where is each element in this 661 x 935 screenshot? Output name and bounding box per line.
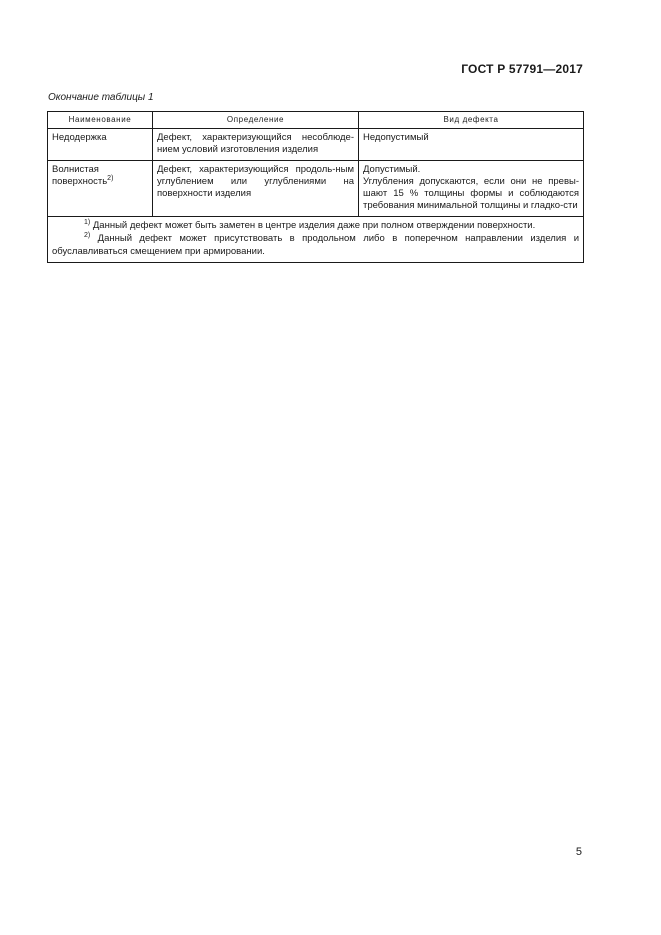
footnote-mark: 1) <box>84 219 91 226</box>
row-defect-detail: Углубления допускаются, если они не превы-шают 15 % толщины формы и соблюдаются требования минимальной толщины и гладко-сти <box>363 176 579 211</box>
row-definition: Дефект, характеризующийся несоблюде-нием условий изготовления изделия <box>153 129 359 161</box>
row-defect-type-cell <box>359 129 584 161</box>
row-name-cell <box>48 129 153 161</box>
notes-row <box>48 217 584 263</box>
footnote <box>52 220 579 233</box>
footnote-text: Данный дефект может присутствовать в продольном либо в поперечном направлении изделия и обуславливаться смещением при армировании. <box>52 233 580 257</box>
footnote-mark: 2) <box>84 232 91 239</box>
footnote-text: Данный дефект может быть заметен в центре изделия даже при полном отверждении поверхности. <box>92 220 536 231</box>
page-number: 5 <box>575 846 582 858</box>
row-defect-type: Допустимый. <box>363 164 421 175</box>
row-name-cell <box>48 161 153 217</box>
row-name: Волнистая поверхность <box>52 164 108 187</box>
row-definition: Дефект, характеризующийся продоль-ным углублением или углублениями на поверхности изделия <box>153 161 359 217</box>
row-defect-type-cell <box>359 161 584 217</box>
table-row <box>48 129 584 161</box>
column-header-definition: Определение <box>153 112 359 129</box>
column-header-name: Наименование <box>48 112 153 129</box>
footnote-ref: 2) <box>107 175 114 182</box>
document-code: ГОСТ Р 57791—2017 <box>461 62 583 76</box>
table-row <box>48 161 584 217</box>
table-notes <box>48 217 584 263</box>
column-header-defect-type: Вид дефекта <box>359 112 584 129</box>
table-caption: Окончание таблицы 1 <box>48 92 154 103</box>
table-header-row <box>48 112 584 129</box>
row-defect-type: Недопустимый <box>363 132 429 143</box>
row-name: Недодержка <box>52 132 107 143</box>
defects-table <box>47 111 584 263</box>
footnote <box>52 233 579 258</box>
